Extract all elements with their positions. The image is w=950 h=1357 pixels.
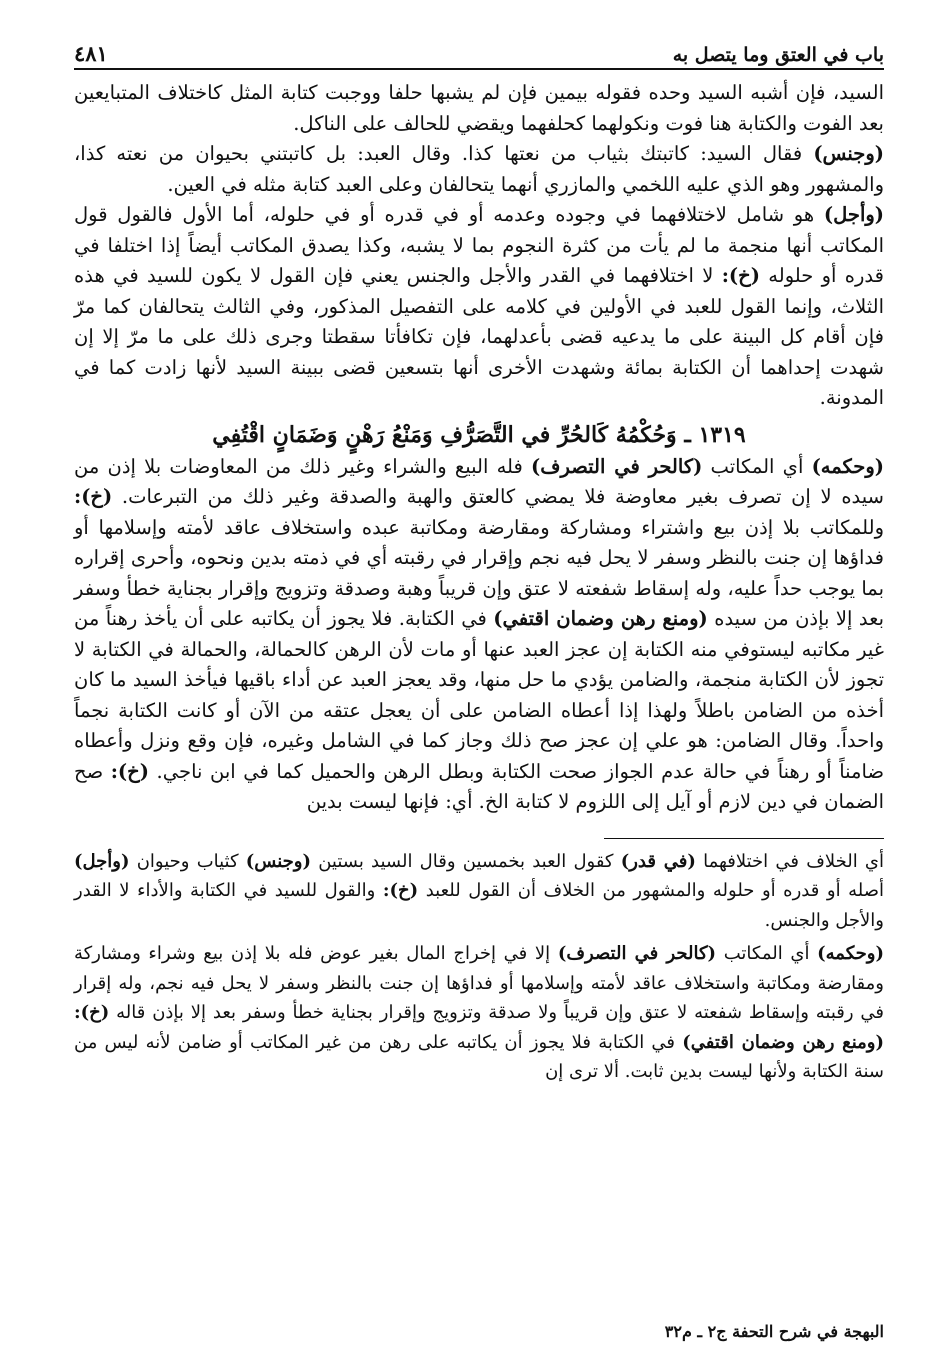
paragraph — [74, 452, 884, 818]
quoted-term: (وحكمه) — [811, 454, 884, 478]
page-number: ٤٨١ — [74, 41, 108, 66]
citation-marker: (خ): — [74, 485, 113, 508]
text-run: صح الضمان في دين لازم أو آيل إلى اللزوم لا كتابة الخ. أي: فإنها ليست بدين — [74, 759, 884, 813]
text-run: هو شامل لاختلافهما في وجوده وعدمه أو في قدره أو في حلوله، أما الأول فالقول قول المكاتب أنها منجمة ما لم يأت من كثرة النجوم بما لا يشبه، وكذا يصدق المكاتب أيضاً إذا اختلفا في قدره أو حلوله — [74, 203, 884, 287]
quoted-term: (كالحر في التصرف) — [531, 454, 703, 478]
text-run: والقول للسيد في الكتابة والأداء لا القدر والأجل والجنس. — [74, 880, 884, 931]
paragraph: السيد، فإن أشبه السيد وحده فقوله بيمين فإن لم يشبها حلفا ووجبت كتابة المثل كاختلاف المتبايعين بعد الفوت والكتابة هنا فوت ونكولهما كحلفهما ويقضي للحالف على الناكل. — [74, 81, 884, 135]
citation-marker: (خ): — [74, 1002, 110, 1023]
footnote-paragraph — [74, 847, 884, 936]
quoted-term: (وأجل) — [74, 850, 130, 872]
text-run: فقال السيد: كاتبتك بثياب من نعتها كذا. وقال العبد: بل كاتبتني بحيوان من نعته كذا، والمشهور وهو الذي عليه اللخمي والمازري أنهما يتحالفان وعلى العبد كتابة مثله في العين. — [74, 142, 884, 196]
quoted-term: (كالحر في التصرف) — [557, 943, 717, 964]
quoted-term: (في قدر) — [620, 850, 696, 872]
page — [74, 22, 885, 1341]
running-header — [74, 22, 884, 70]
paragraph — [74, 139, 884, 200]
text-run: كثياب وحيوان — [129, 850, 246, 872]
quoted-term: (ومنع رهن وضمان اقتفي) — [682, 1031, 884, 1053]
commentary-body — [74, 78, 884, 818]
quoted-term: (وجنس) — [813, 142, 884, 165]
text-run: إلا في إخراج المال بغير عوض فله بلا إذن بيع وشراء ومشاركة ومقارضة ومكاتبة واستخلاف عاقد لأمته وإسلامها أو فداؤها إن جنت بالنظر وسفر لا يحل فيه نجم، وله إقرار في رقبته وإسقاط شفعته لا عتق وإن قريباً ولا صدقة وتزويج وإقرار بجناية خطأ وسفر بعد إلا بإذن قاله — [74, 943, 884, 1023]
text-run: فله البيع والشراء وغير ذلك من المعاوضات بلا إذن من سيده لا إن تصرف بغير معاوضة فلا يمضي كالعتق والهبة والصدقة وغير ذلك من التبرعات. — [74, 454, 884, 508]
footnotes — [74, 847, 884, 1087]
footnote-paragraph — [74, 939, 884, 1087]
paragraph — [74, 200, 884, 414]
text-run: في الكتابة. فلا يجوز أن يكاتبه على أن يأخذ رهناً من غير مكاتبه ليستوفي منه الكتابة إن عجز العبد عنها أو مات لأن الرهن كالحمالة، والحمالة في الكتابة لا تجوز لأن الكتابة منجمة، والضامن يؤدي ما حل منها، وقد يعجز العبد عن أداء باقيها فيأخذ السيد ما كان أخذه من الضامن باطلاً ولهذا إذا أعطاه الضامن على أن يعجل عتقه من الآن أو كانت الكتابة نجماً واحداً. وقال الضامن: هو علي إن عجز صح ذلك وجاز كما في الشامل وغيره، فإن وقع ونزل وأعطاه ضامناً أو رهناً في حالة عدم الجواز صحت الكتابة وبطل الرهن والحميل كما في ابن ناجي. — [74, 607, 885, 783]
text-run: لا اختلافهما في القدر والأجل والجنس يعني فإن القول لا يكون للسيد في هذه الثلاث، وإنما القول للعبد في الأولين في كلامه على التفصيل المذكور، وفي الثالث يتحالفان كما مرّ فإن أقام كل البينة على ما يدعيه قضى بأعدلهما، فإن تكافأتا سقطتا وجرى ذلك على ما مرّ إلا إن شهدت إحداهما أن الكتابة بمائة وشهدت الأخرى أنها بتسعين قضى ببينة السيد لأنها زادت كما في المدونة. — [74, 264, 884, 409]
book-signature-footer: البهجة في شرح التحفة ج٢ ـ م٣٢ — [664, 1322, 884, 1341]
citation-marker: (خ): — [110, 759, 149, 783]
chapter-title: باب في العتق وما يتصل به — [672, 44, 884, 66]
poem-verse: ١٣١٩ ـ وَحُكْمُهُ كَالحُرِّ في التَّصَرُّفِ وَمَنْعُ رَهْنٍ وَضَمَانٍ اقْتُفِي — [212, 421, 746, 448]
citation-marker: (خ): — [721, 264, 760, 287]
text-run: أصله أو قدره أو حلوله والمشهور من الخلاف أن القول للعبد — [418, 880, 885, 901]
quoted-term: (وجنس) — [245, 850, 311, 872]
text-run: وللمكاتب بلا إذن بيع واشتراء ومشاركة ومقارضة ومكاتبة عبده واستخلاف عاقد لأمته وإسلامها أو فداؤها إن جنت بالنظر وسفر لا يحل فيه نجم وإقرار في رقبته أي في ذمته بدين ونحوه، وأحرى إقراره بما يوجب حداً عليه، وله إسقاط شفعته لا عتق وإن قريباً وهبة وصدقة وتزويج وإقرار بجناية خطأ وسفر بعد إلا بإذن من سيده — [74, 515, 884, 630]
text-run: أي الخلاف في اختلافهما — [695, 850, 885, 872]
quoted-term: (وأجل) — [823, 203, 884, 226]
text-run: كقول العبد بخمسين وقال السيد بستين — [311, 850, 621, 872]
text-run: في الكتابة فلا يجوز أن يكاتبه على رهن من غير المكاتب أو ضامن لأنه ليس من سنة الكتابة ولأنها ليست بدين ثابت. ألا ترى إن — [74, 1031, 884, 1082]
text-run: أي المكاتب — [702, 454, 812, 478]
quoted-term: (وحكمه) — [817, 943, 884, 964]
quoted-term: (ومنع رهن وضمان اقتفي) — [493, 607, 708, 630]
text-run: أي المكاتب — [716, 943, 818, 964]
citation-marker: (خ): — [382, 880, 419, 901]
footnote-divider — [604, 838, 884, 839]
